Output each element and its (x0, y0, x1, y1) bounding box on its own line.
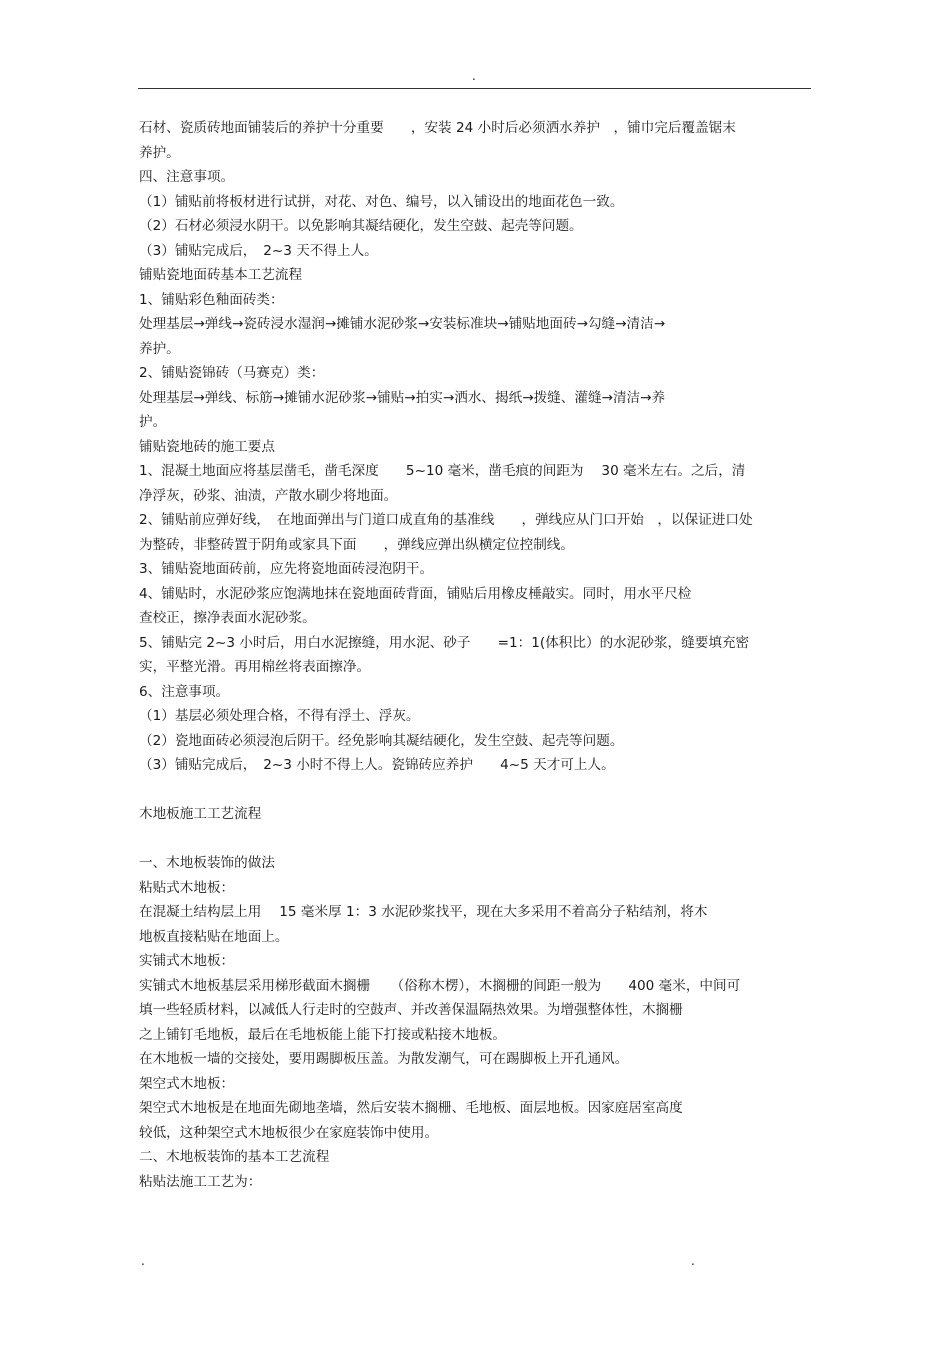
text-line: 养护。 (139, 340, 180, 357)
text-line: 查校正，擦净表面水泥砂浆。 (139, 610, 316, 626)
text-line: 木地板施工工艺流程 (139, 806, 262, 822)
text-line: 2、铺贴前应弹好线， 在地面弹出与门道口成直角的基准线 ，弹线应从门口开始 ，以保证进口处 (139, 512, 753, 528)
text-line: 一、木地板装饰的做法 (139, 855, 275, 871)
text-line: 实铺式木地板基层采用梯形截面木搁栅 （俗称木楞），木搁栅的间距一般为 400 毫米，中间可 (139, 977, 741, 994)
text-line: （1）铺贴前将板材进行试拼，对花、对色、编号，以入铺设出的地面花色一致。 (139, 193, 624, 210)
text-line: 实，平整光滑。再用棉丝将表面擦净。 (139, 659, 371, 675)
text-line: 在木地板一墙的交接处，要用踢脚板压盖。为散发潮气，可在踢脚板上开孔通风。 (139, 1051, 629, 1067)
text-line: 较低，这种架空式木地板很少在家庭装饰中使用。 (139, 1124, 439, 1141)
text-line: （2）瓷地面砖必须浸泡后阴干。经免影响其凝结硬化，发生空鼓、起壳等问题。 (139, 732, 624, 749)
text-line: 处理基层→弹线、标筋→摊铺水泥砂浆→铺贴→拍实→洒水、揭纸→拨缝、灌缝→清洁→养 (139, 389, 666, 406)
footer-mark-right: . (691, 1254, 695, 1268)
text-line: 二、木地板装饰的基本工艺流程 (139, 1149, 330, 1165)
text-line: 架空式木地板： (139, 1075, 235, 1092)
text-line: 1、混凝土地面应将基层凿毛，凿毛深度 5~10 毫米，凿毛痕的间距为 30 毫米左右。之后，清 (139, 463, 746, 479)
document-body (139, 116, 811, 1194)
text-line: 之上铺钉毛地板，最后在毛地板能上能下打接或粘接木地板。 (139, 1026, 507, 1043)
text-line: 实铺式木地板： (139, 953, 235, 969)
text-line: （2）石材必须浸水阴干。以免影响其凝结硬化，发生空鼓、起壳等问题。 (139, 218, 583, 234)
text-line: 5、铺贴完 2~3 小时后，用白水泥擦缝，用水泥、砂子 =1：1(体积比）的水泥砂浆，缝要填充密 (139, 634, 750, 651)
text-line: 3、铺贴瓷地面砖前，应先将瓷地面砖浸泡阴干。 (139, 561, 434, 577)
text-line: （3）铺贴完成后， 2~3 小时不得上人。瓷锦砖应养护 4~5 天才可上人。 (139, 757, 615, 773)
text-line: 架空式木地板是在地面先砌地垄墙，然后安装木搁栅、毛地板、面层地板。因家庭居室高度 (139, 1100, 683, 1116)
text-line: 净浮灰，砂浆、油渍，产散水刷少将地面。 (139, 487, 398, 504)
text-line: 填一些轻质材料，以减低人行走时的空鼓声、并改善保温隔热效果。为增强整体性，木搁栅 (139, 1002, 683, 1018)
text-line: 护。 (139, 414, 167, 430)
footer-mark-left: . (141, 1254, 145, 1268)
blank-line (139, 827, 811, 852)
text-line: 在混凝土结构层上用 15 毫米厚 1：3 水泥砂浆找平，现在大多采用不着高分子粘结剂，将木 (139, 904, 708, 920)
header-divider (138, 88, 811, 89)
text-line: 铺贴瓷地砖的施工要点 (139, 438, 275, 455)
blank-line (139, 778, 811, 803)
text-line: （3）铺贴完成后， 2~3 天不得上人。 (139, 242, 378, 259)
text-line: 2、铺贴瓷锦砖（马赛克）类： (139, 365, 325, 381)
text-line: 四、注意事项。 (139, 169, 235, 185)
text-line: 铺贴瓷地面砖基本工艺流程 (139, 267, 303, 283)
text-line: （1）基层必须处理合格，不得有浮土、浮灰。 (139, 708, 420, 724)
text-line: 6、注意事项。 (139, 683, 230, 700)
text-line: 粘贴式木地板： (139, 879, 235, 896)
page-header-mark: . (472, 69, 476, 83)
text-line: 4、铺贴时，水泥砂浆应饱满地抹在瓷地面砖背面，铺贴后用橡皮棰敲实。同时，用水平尺检 (139, 585, 692, 602)
text-line: 石材、瓷质砖地面铺装后的养护十分重要 ，安装 24 小时后必须洒水养护 ，铺巾完后覆盖锯末 (139, 120, 736, 136)
text-line: 为整砖，非整砖置于阴角或家具下面 ，弹线应弹出纵横定位控制线。 (139, 536, 574, 553)
text-line: 养护。 (139, 144, 180, 161)
text-line: 地板直接粘贴在地面上。 (139, 928, 289, 945)
text-line: 1、铺贴彩色釉面砖类： (139, 291, 284, 308)
text-line: 处理基层→弹线→瓷砖浸水湿润→摊铺水泥砂浆→安装标准块→铺贴地面砖→勾缝→清洁→ (139, 316, 666, 332)
text-line: 粘贴法施工工艺为： (139, 1173, 262, 1190)
